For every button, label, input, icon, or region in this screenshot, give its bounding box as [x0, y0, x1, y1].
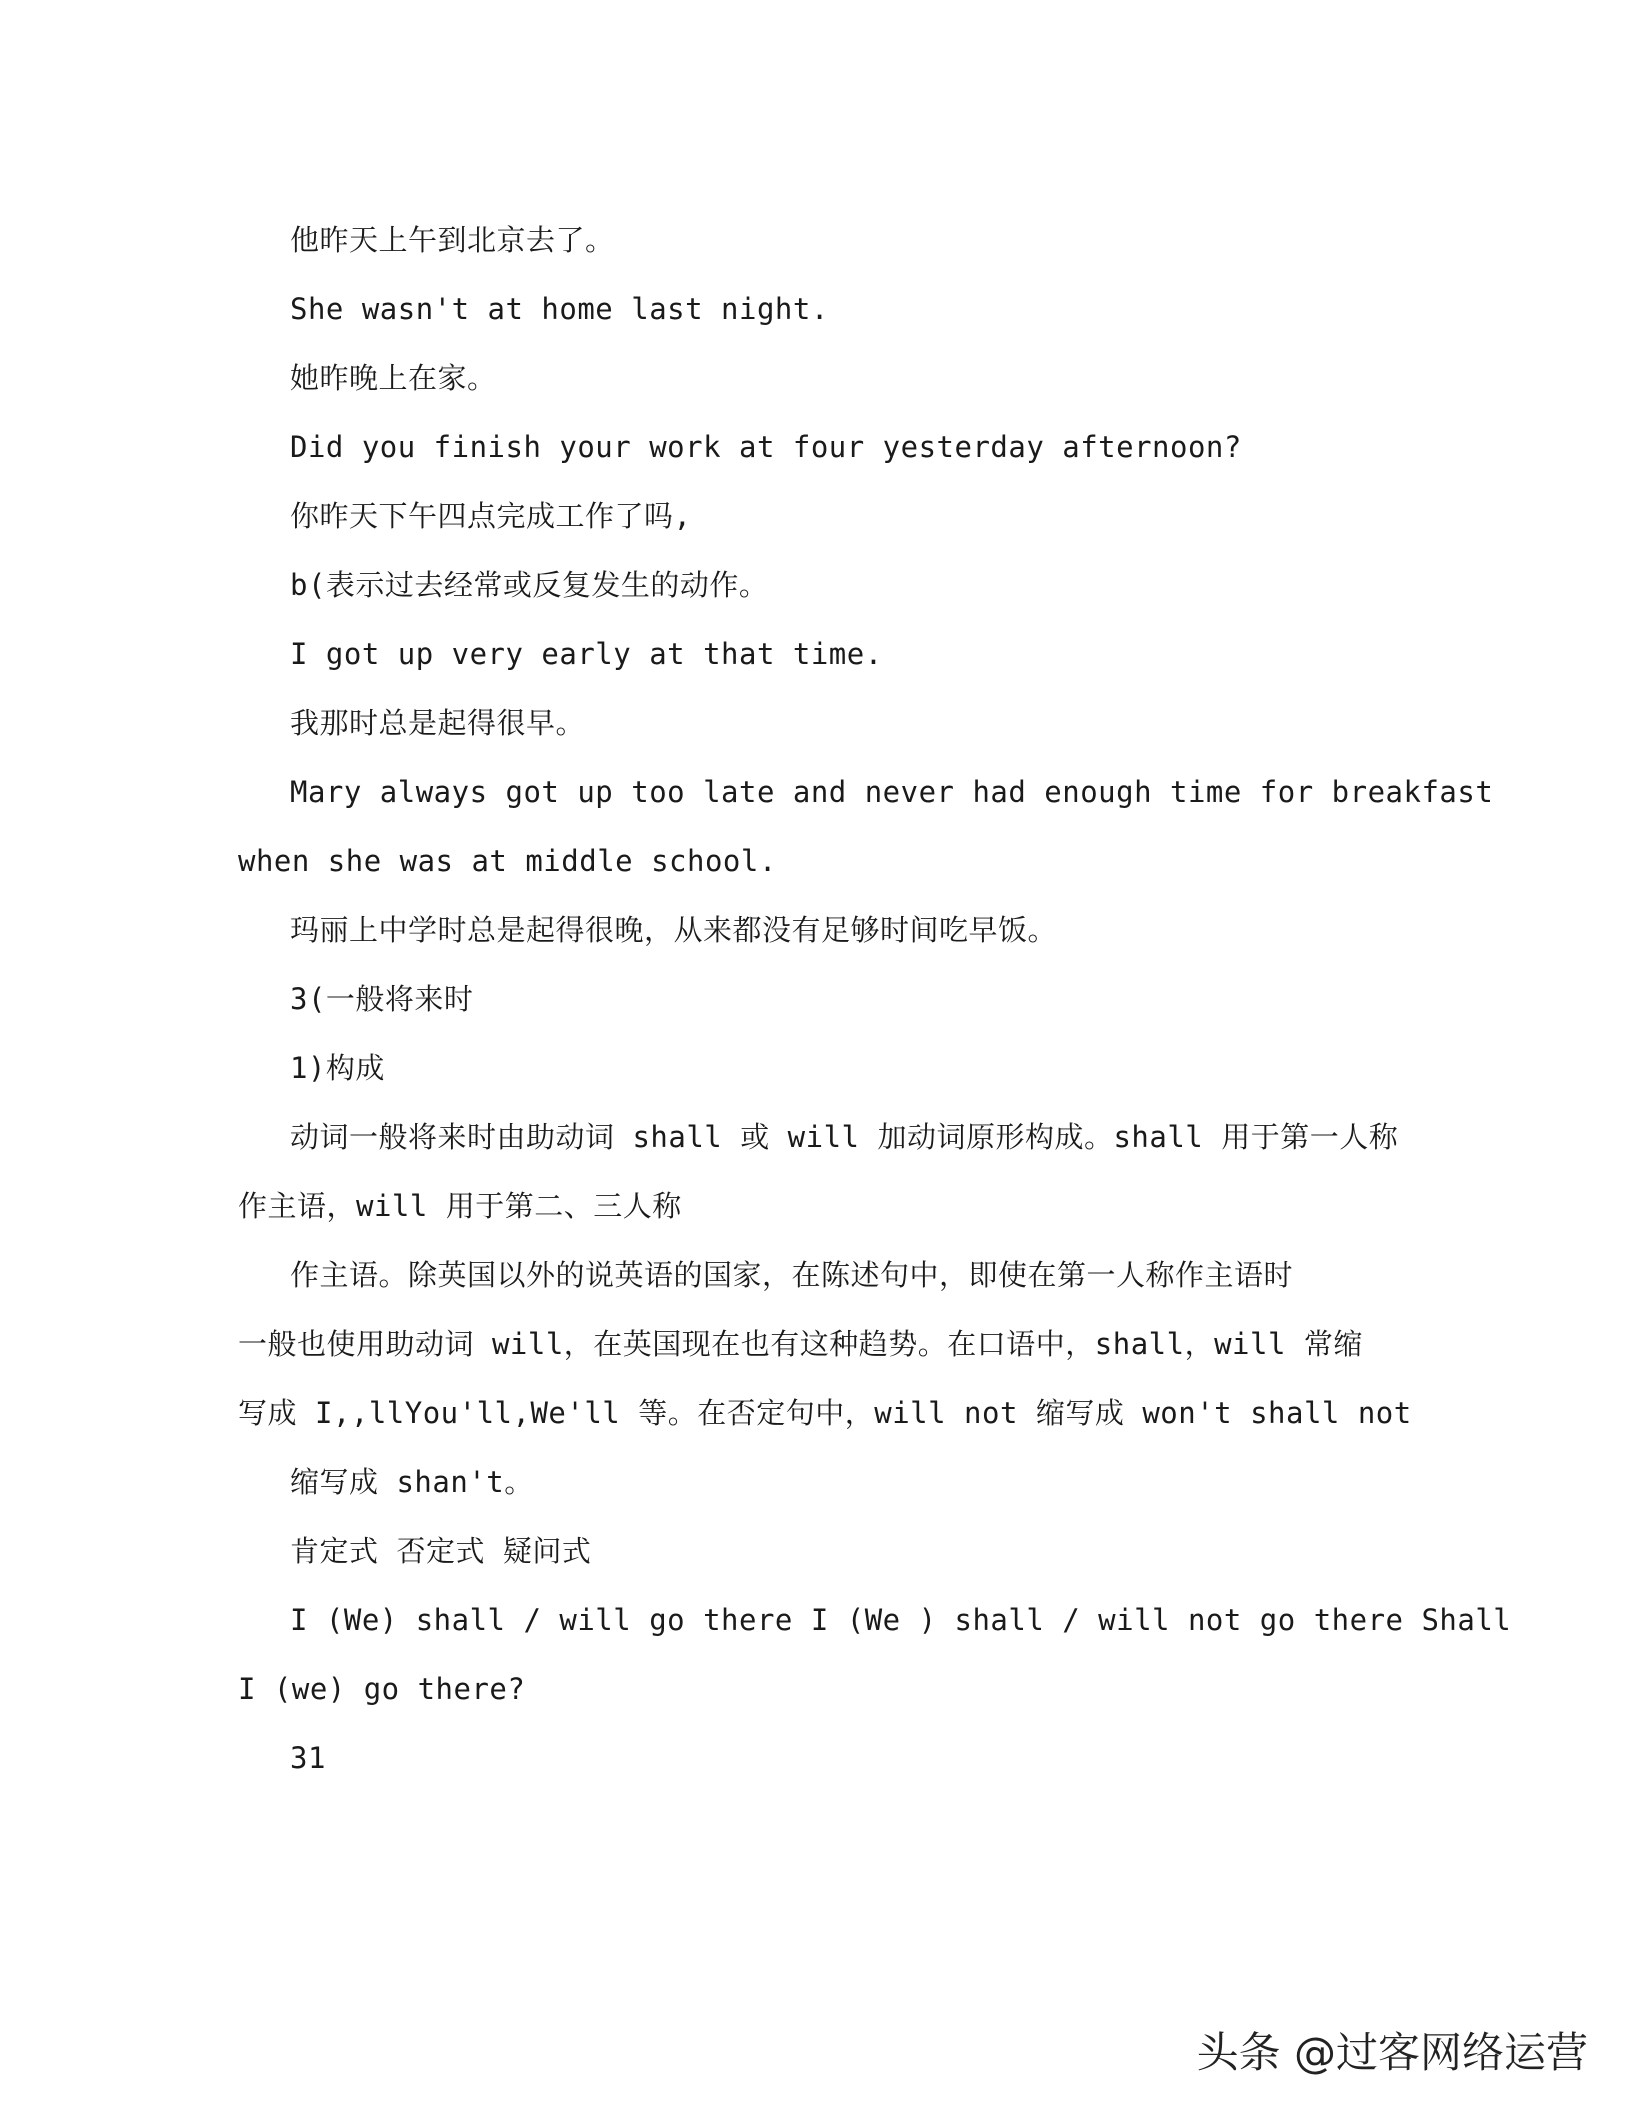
text-line: b(表示过去经常或反复发生的动作。 — [290, 568, 769, 602]
text-line: 作主语。除英国以外的说英语的国家，在陈述句中，即使在第一人称作主语时 — [290, 1258, 1294, 1292]
text-line: 作主语，will 用于第二、三人称 — [238, 1189, 682, 1223]
text-line: She wasn't at home last night. — [290, 292, 829, 326]
text-line: when she was at middle school. — [238, 844, 777, 878]
text-line: 他昨天上午到北京去了。 — [290, 223, 615, 257]
text-line: 你昨天下午四点完成工作了吗, — [290, 499, 692, 533]
text-line: Mary always got up too late and never had enough time for breakfast — [290, 775, 1494, 809]
text-line: 她昨晚上在家。 — [290, 361, 497, 395]
text-line: 3(一般将来时 — [290, 982, 474, 1016]
text-line: 肯定式 否定式 疑问式 — [290, 1534, 592, 1568]
text-line: Did you finish your work at four yesterday afternoon? — [290, 430, 1242, 464]
text-line: 我那时总是起得很早。 — [290, 706, 586, 740]
text-line: I (We) shall / will go there I (We ) shall / will not go there Shall — [290, 1603, 1512, 1637]
text-line: 一般也使用助动词 will，在英国现在也有这种趋势。在口语中，shall，will 常缩 — [238, 1327, 1363, 1361]
page-number: 31 — [290, 1741, 326, 1775]
watermark: 头条 @过客网络运营 — [1196, 2028, 1588, 2077]
text-line: I (we) go there? — [238, 1672, 526, 1706]
text-line: 1)构成 — [290, 1051, 385, 1085]
text-line: 缩写成 shan't。 — [290, 1465, 534, 1499]
text-line: I got up very early at that time. — [290, 637, 883, 671]
text-line: 玛丽上中学时总是起得很晚，从来都没有足够时间吃早饭。 — [290, 913, 1058, 947]
text-line: 写成 I,,llYou'll,We'll 等。在否定句中，will not 缩写成 won't shall not — [238, 1396, 1412, 1430]
text-line: 动词一般将来时由助动词 shall 或 will 加动词原形构成。shall 用于第一人称 — [290, 1120, 1399, 1154]
